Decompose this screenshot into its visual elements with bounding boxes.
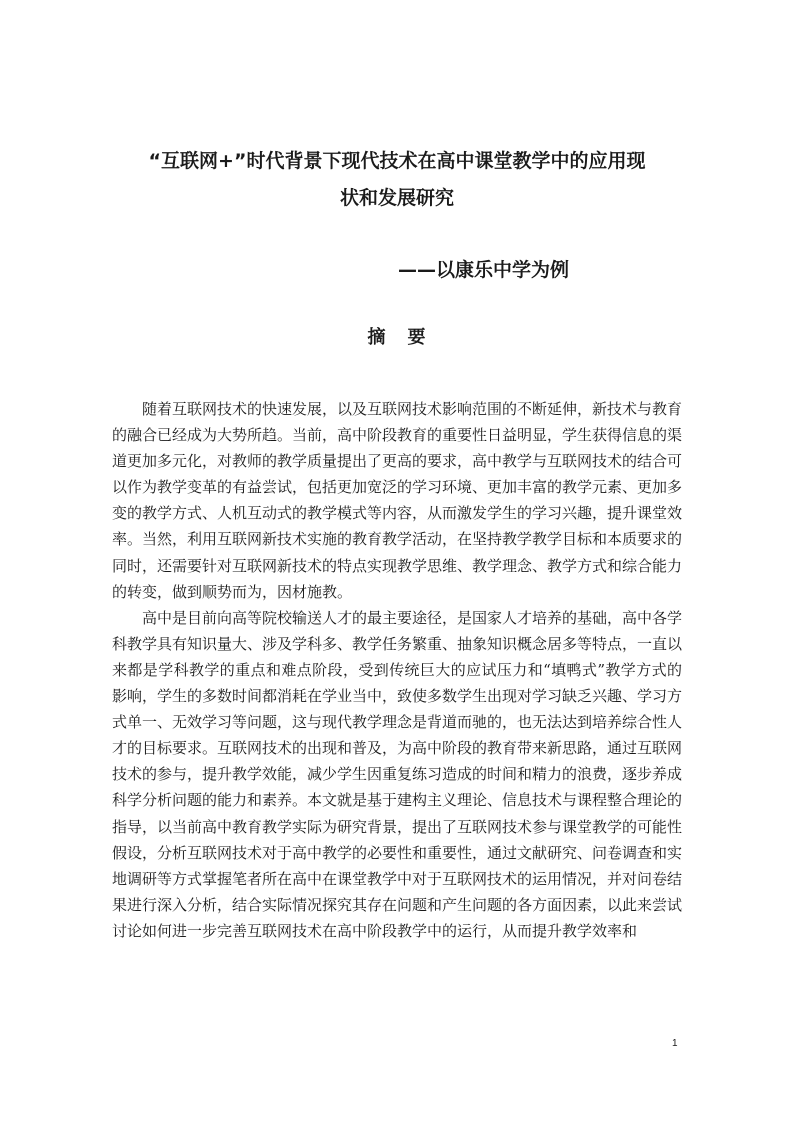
- page-number: 1: [672, 1038, 678, 1049]
- abstract-paragraph-1: 随着互联网技术的快速发展，以及互联网技术影响范围的不断延伸，新技术与教育的融合已经成为大势所趋。当前，高中阶段教育的重要性日益明显，学生获得信息的渠道更加多元化，对教师的教学质量提出了更高的要求，高中教学与互联网技术的结合可以作为教学变革的有益尝试，包括更加宽泛的学习环境、更加丰富的教学元素、更加多变的教学方式、人机互动式的教学模式等内容，从而激发学生的学习兴趣，提升课堂效率。当然，利用互联网新技术实施的教育教学活动，在坚持教学教学目标和本质要求的同时，还需要针对互联网新技术的特点实现教学思维、教学理念、教学方式和综合能力的转变，做到顺势而为，因材施教。: [112, 400, 683, 601]
- abstract-paragraph-2: 高中是目前向高等院校输送人才的最主要途径，是国家人才培养的基础，高中各学科教学具有知识量大、涉及学科多、教学任务繁重、抽象知识概念居多等特点，一直以来都是学科教学的重点和难点阶段，受到传统巨大的应试压力和“填鸭式”教学方式的影响，学生的多数时间都消耗在学业当中，致使多数学生出现对学习缺乏兴趣、学习方式单一、无效学习等问题，这与现代教学理念是背道而驰的，也无法达到培养综合性人才的目标要求。互联网技术的出现和普及，为高中阶段的教育带来新思路，通过互联网技术的参与，提升教学效能，减少学生因重复练习造成的时间和精力的浪费，逐步养成科学分析问题的能力和素养。本文就是基于建构主义理论、信息技术与课程整合理论的指导，以当前高中教育教学实际为研究背景，提出了互联网技术参与课堂教学的可能性假设，分析互联网技术对于高中教学的必要性和重要性，通过文献研究、问卷调查和实地调研等方式掌握笔者所在高中在课堂教学中对于互联网技术的运用情况，并对问卷结果进行深入分析，结合实际情况探究其存在问题和产生问题的各方面因素，以此来尝试讨论如何进一步完善互联网技术在高中阶段教学中的运行，从而提升教学效率和: [112, 608, 683, 940]
- document-title-line-2: 状和发展研究: [339, 187, 454, 209]
- abstract-heading: 摘要: [367, 327, 448, 348]
- document-subtitle: ——以康乐中学为例: [398, 259, 570, 281]
- document-title-line-1: “互联网+”时代背景下现代技术在高中课堂教学中的应用现: [148, 150, 646, 172]
- abstract-body: [112, 396, 682, 944]
